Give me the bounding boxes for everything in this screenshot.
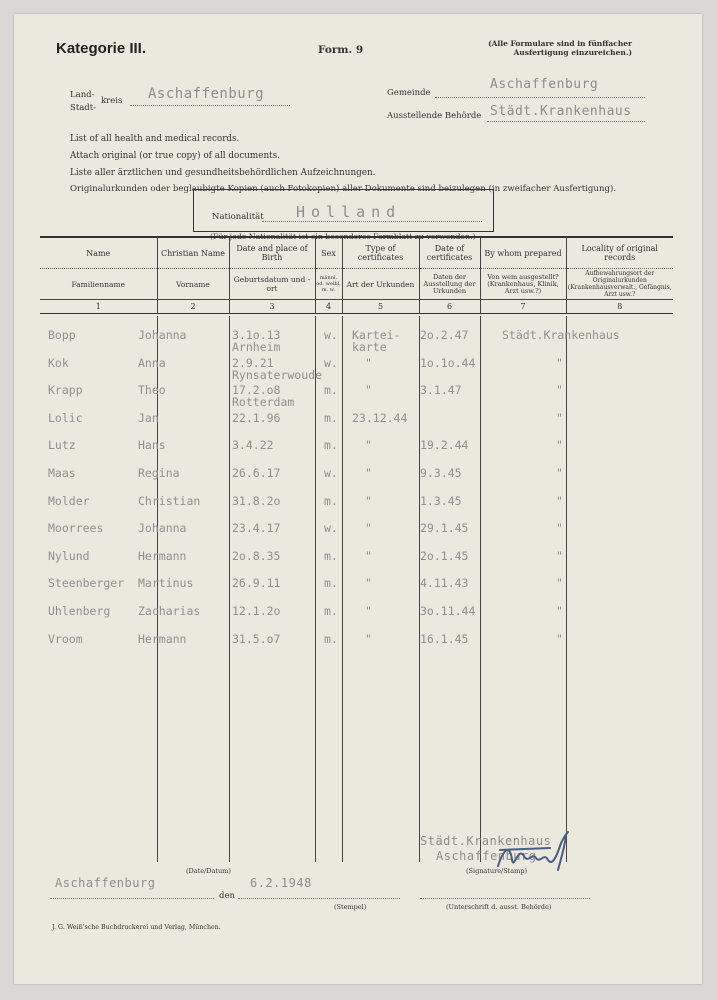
handwritten-signature [480, 826, 580, 876]
den-label: den [219, 891, 235, 901]
copies-note-line1: (Alle Formulare sind in fünffacher [488, 39, 632, 48]
copies-note-line2: Ausfertigung einzureichen.) [513, 48, 632, 57]
record-birth-place: Arnheim [232, 340, 281, 354]
column-divider [342, 316, 343, 862]
col-date-en: Date of certificates [419, 237, 480, 269]
record-prepared-by: Städt.Krankenhaus [502, 328, 620, 342]
record-name: Vroom [48, 631, 83, 646]
record-name: Lutz [48, 438, 76, 453]
record-certificate-type: " [365, 548, 372, 563]
nationality-value: Holland [296, 203, 402, 221]
record-certificate-date: 3o.11.44 [420, 604, 476, 618]
record-prepared-by: " [556, 604, 563, 618]
record-certificate-type: Kartei- [352, 328, 401, 342]
record-certificate-date: 2o.2.47 [420, 328, 469, 342]
record-birth-date: 26.6.17 [232, 466, 281, 480]
col-number: 1 [40, 300, 157, 314]
records-table-header [40, 236, 673, 314]
nationality-label: Nationalität [212, 212, 264, 222]
hospital-stamp-line2: Aschaffenburg [436, 849, 537, 863]
date-value: 6.2.1948 [250, 876, 312, 890]
col-birth-en: Date and place of Birth [229, 237, 315, 269]
record-sex: m. [324, 438, 338, 453]
record-christian-name: Hermann [138, 631, 187, 646]
stadt-label: Stadt- [70, 103, 97, 113]
record-christian-name: Regina [138, 466, 180, 480]
record-birth-place: Rotterdam [232, 395, 295, 410]
record-certificate-date: 29.1.45 [420, 521, 469, 536]
gemeinde-value: Aschaffenburg [490, 77, 599, 92]
record-sex: w. [324, 328, 338, 342]
kreis-label: kreis [101, 96, 123, 106]
record-name: Lolic [48, 410, 83, 425]
record-prepared-by: " [556, 466, 563, 480]
signature-line [420, 898, 590, 899]
record-name: Bopp [48, 328, 76, 342]
col-name-en: Name [40, 237, 157, 269]
col-number: 7 [480, 300, 566, 314]
record-prepared-by: " [556, 438, 563, 453]
instruction-2: Attach original (or true copy) of all documents. [70, 151, 280, 161]
record-prepared-by: " [556, 576, 563, 591]
record-certificate-type: " [365, 631, 372, 646]
record-name: Nylund [48, 548, 90, 563]
behoerde-line [487, 121, 645, 122]
column-divider [480, 316, 481, 862]
record-name: Moorrees [48, 521, 104, 536]
record-birth-date: 2o.8.35 [232, 548, 281, 563]
record-prepared-by: " [556, 631, 563, 646]
record-certificate-date: 4.11.43 [420, 576, 469, 591]
column-divider [315, 316, 316, 862]
record-christian-name: Johanna [138, 328, 187, 342]
record-sex: w. [324, 355, 338, 370]
kreis-value: Aschaffenburg [148, 86, 265, 102]
record-christian-name: Hermann [138, 548, 187, 563]
record-sex: m. [324, 548, 338, 563]
record-birth-place: Rynsaterwoude [232, 367, 323, 382]
col-type-de: Art der Urkunden [342, 269, 419, 300]
record-sex: m. [324, 493, 338, 508]
form-number: Form. 9 [318, 44, 364, 56]
date-line [238, 898, 400, 899]
col-birth-de: Geburtsdatum und -ort [229, 269, 315, 300]
record-christian-name: Anna [138, 355, 166, 370]
record-certificate-date: 3.1.47 [420, 383, 462, 398]
record-certificate-type: " [365, 466, 372, 480]
record-christian-name: Johanna [138, 521, 187, 536]
record-prepared-by: " [556, 410, 563, 425]
instruction-1: List of all health and medical records. [70, 134, 240, 144]
instruction-3: Liste aller ärztlichen und gesundheitsbehördlichen Aufzeichnungen. [70, 168, 376, 178]
record-birth-date: 23.4.17 [232, 521, 281, 536]
record-certificate-date: 16.1.45 [420, 631, 469, 646]
record-prepared-by: " [556, 383, 563, 398]
col-number: 5 [342, 300, 419, 314]
record-sex: w. [324, 521, 338, 536]
col-christian-name-en: Christian Name [157, 237, 229, 269]
kreis-line [130, 105, 290, 106]
record-sex: m. [324, 631, 338, 646]
gemeinde-label: Gemeinde [387, 88, 431, 98]
col-prepared-de: Von wem ausgestellt? (Krankenhaus, Klinik, Arzt usw.?) [480, 269, 566, 300]
behoerde-value: Städt.Krankenhaus [490, 104, 632, 119]
record-name: Maas [48, 466, 76, 480]
record-certificate-date: 9.3.45 [420, 466, 462, 480]
record-certificate-type: " [365, 576, 372, 591]
col-christian-name-de: Vorname [157, 269, 229, 300]
col-locality-de: Aufbewahrungsort der Originalurkunden (Krankenhausverwalt., Gefängnis, Arzt usw.? [567, 270, 672, 298]
col-date-de: Daten der Ausstellung der Urkunden [419, 269, 480, 300]
category-title: Kategorie III. [56, 40, 147, 57]
date-label: (Date/Datum) [186, 867, 231, 875]
nationality-line [262, 221, 482, 222]
col-locality-en: Locality of original records [566, 237, 673, 269]
nationality-note: (Für jede Nationalität ist ein besonderes Formblatt zu verwenden.) [210, 232, 476, 241]
signature-label: (Signature/Stamp) [466, 867, 528, 875]
record-birth-date: 31.5.o7 [232, 631, 281, 646]
record-sex: m. [324, 383, 338, 398]
column-divider [229, 316, 230, 862]
record-prepared-by: " [556, 493, 563, 508]
record-certificate-date: 2o.1.45 [420, 548, 469, 563]
hospital-stamp-line1: Städt.Krankenhaus [420, 834, 552, 848]
record-certificate-type: 23.12.44 [352, 410, 408, 425]
record-sex: m. [324, 604, 338, 618]
record-certificate-type: " [365, 383, 372, 398]
place-line [50, 898, 214, 899]
record-name: Molder [48, 493, 90, 508]
record-sex: m. [324, 410, 338, 425]
record-prepared-by: " [556, 548, 563, 563]
record-birth-date: 31.8.2o [232, 493, 281, 508]
record-birth-date: 12.1.2o [232, 604, 281, 618]
record-certificate-date: 1.3.45 [420, 493, 462, 508]
col-sex-en: Sex [315, 237, 342, 269]
instruction-4: Originalurkunden oder beglaubigte Kopien (auch Fotokopien) aller Dokumente sind beizulegen (in zweifacher Ausfertigung). [70, 184, 617, 194]
record-certificate-type-cont: karte [352, 340, 387, 354]
land-label: Land- [70, 90, 95, 100]
record-certificate-type: " [365, 521, 372, 536]
record-christian-name: Martinus [138, 576, 194, 591]
records-table-body [40, 316, 673, 862]
col-name-de: Familienname [40, 269, 157, 300]
record-certificate-type: " [365, 493, 372, 508]
signature-stroke [498, 832, 568, 870]
record-certificate-type: " [365, 355, 372, 370]
behoerde-label: Ausstellende Behörde [387, 111, 482, 121]
record-birth-date: 17.2.o8 [232, 383, 281, 398]
col-number: 6 [419, 300, 480, 314]
copies-note [470, 39, 632, 57]
record-birth-date: 3.4.22 [232, 438, 274, 453]
record-name: Steenberger [48, 576, 125, 591]
record-sex: m. [324, 576, 338, 591]
record-certificate-date: 1o.1o.44 [420, 355, 476, 370]
record-name: Krapp [48, 383, 83, 398]
record-christian-name: Theo [138, 383, 166, 398]
unterschrift-label: (Unterschrift d. ausst. Behörde) [446, 903, 552, 911]
record-christian-name: Christian [138, 493, 201, 508]
record-birth-date: 22.1.96 [232, 410, 281, 425]
place-value: Aschaffenburg [55, 876, 156, 890]
gemeinde-line [435, 97, 645, 98]
record-prepared-by: " [556, 355, 563, 370]
record-christian-name: Zacharias [138, 604, 201, 618]
col-number: 4 [315, 300, 342, 314]
printer-imprint: J. G. Weiß'sche Buchdruckerei und Verlag, München. [52, 924, 221, 931]
record-christian-name: Jan [138, 410, 159, 425]
record-certificate-date: 19.2.44 [420, 438, 469, 453]
col-number: 2 [157, 300, 229, 314]
column-divider [566, 316, 567, 862]
col-number: 3 [229, 300, 315, 314]
stempel-label: (Stempel) [334, 903, 367, 911]
record-christian-name: Hans [138, 438, 166, 453]
record-prepared-by: " [556, 521, 563, 536]
record-certificate-type: " [365, 604, 372, 618]
record-certificate-type: " [365, 438, 372, 453]
col-sex-de: männl. od. weibl. m. w. [315, 269, 342, 300]
record-sex: w. [324, 466, 338, 480]
record-name: Kok [48, 355, 69, 370]
record-birth-date: 3.1o.13 [232, 328, 281, 342]
record-birth-date: 26.9.11 [232, 576, 281, 591]
col-type-en: Type of certificates [342, 237, 419, 269]
record-birth-date: 2.9.21 [232, 355, 274, 370]
record-name: Uhlenberg [48, 604, 111, 618]
col-prepared-en: By whom prepared [480, 237, 566, 269]
col-number: 8 [566, 300, 673, 314]
